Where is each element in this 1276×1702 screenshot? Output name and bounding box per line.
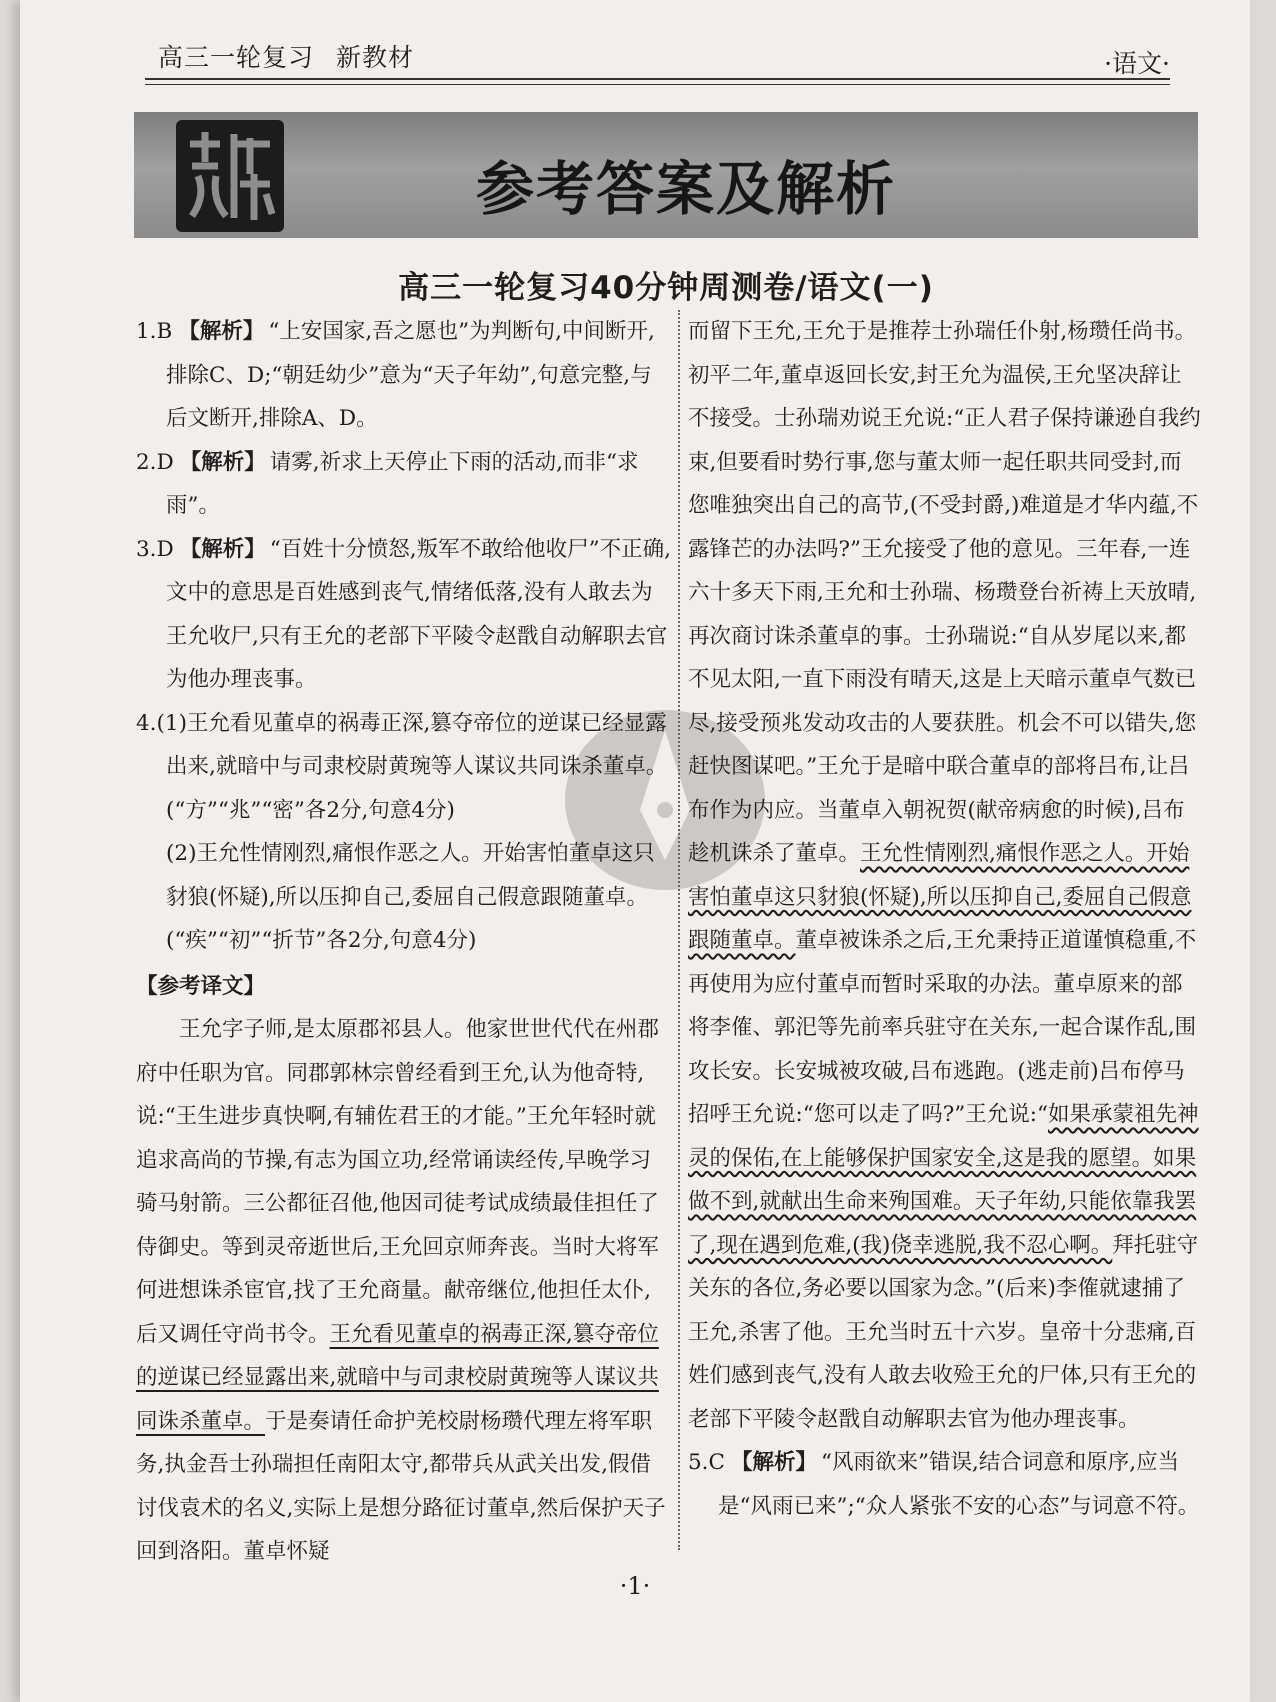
header-rule xyxy=(145,78,1170,80)
page-number: ·1· xyxy=(619,1572,651,1600)
left-column xyxy=(136,310,672,1574)
banner-title: 参考答案及解析 xyxy=(475,155,896,223)
header-rule-thin xyxy=(145,84,1170,85)
answer-3: 3.D 【解析】 “百姓十分愤怒,叛军不敢给他收尸”不正确,文中的意思是百姓感到丧气,情绪低落,没有人敢去为王允收尸,只有王允的老部下平陵令赵戬自动解职去官为他办理丧事。 xyxy=(136,536,671,692)
answer-4-part-2: (2)王允性情刚烈,痛恨作恶之人。开始害怕董卓这只豺狼(怀疑),所以压抑自己,委屈自己假意跟随董卓。(“疾”“初”“折节”各2分,句意4分) xyxy=(166,841,655,953)
title-banner xyxy=(134,112,1198,238)
answer-2: 2.D 【解析】 请雾,祈求上天停止下雨的活动,而非“求雨”。 xyxy=(136,449,639,518)
running-header xyxy=(140,30,1190,78)
answer-4-part-1: 4.(1)王允看见董卓的祸毒正深,篡夺帝位的逆谋已经显露出来,就暗中与司隶校尉黄琬等人谋议共同诛杀董卓。(“方”“兆”“密”各2分,句意4分) xyxy=(136,710,668,823)
translation-heading: 【参考译文】 xyxy=(136,973,266,999)
answer-1: 1.B 【解析】 “上安国家,吾之愿也”为判断句,中间断开,排除C、D;“朝廷幼少”意为“天子年幼”,句意完整,与后文断开,排除A、D。 xyxy=(136,319,655,431)
header-series: 高三一轮复习 新教材 xyxy=(158,43,415,72)
translation-paragraph: 王允字子师,是太原郡祁县人。他家世世代代在州郡府中任职为官。同郡郭林宗曾经看到王允,认为他奇特,说:“王生进步真快啊,有辅佐君王的才能。”王允年轻时就追求高尚的节操,有志为国立功,经常诵读经传,早晚学习骑马射箭。三公都征召他,他因司徒考试成绩最佳担任了侍御史。等到灵帝逝世后,王允回京师奔丧。当时大将军何进想诛杀宦官,找了王允商量。献帝继位,他担任太仆,后又调任守尚书令。王允看见董卓的祸毒正深,篡夺帝位的逆谋已经显露出来,就暗中与司隶校尉黄琬等人谋议共同诛杀董卓。于是奏请任命护羌校尉杨瓒代理左将军职务,执金吾士孙瑞担任南阳太守,都带兵从武关出发,假借讨伐袁术的名义,实际上是想分路征讨董卓,然后保护天子回到洛阳。董卓怀疑 xyxy=(136,1017,666,1564)
underlined-sentence-3: 如果承蒙祖先神灵的保佑,在上能够保护国家安全,这是我的愿望。如果做不到,就献出生命来殉国难。天子年幼,只能依靠我罢了,现在遇到危难,(我)侥幸逃脱,我不忍心啊。 xyxy=(688,1102,1199,1258)
translation-continued: 而留下王允,王允于是推荐士孙瑞任仆射,杨瓒任尚书。初平二年,董卓返回长安,封王允为温侯,王允坚决辞让不接受。士孙瑞劝说王允说:“正人君子保持谦逊自我约束,但要看时势行事,您与董太师一起任职共同受封,而您唯独突出自己的高节,(不受封爵,)难道是才华内蕴,不露锋芒的办法吗?”王允接受了他的意见。三年春,一连六十多天下雨,王允和士孙瑞、杨瓒登台祈祷上天放晴,再次商讨诛杀董卓的事。士孙瑞说:“自从岁尾以来,都不见太阳,一直下雨没有晴天,这是上天暗示董卓气数已尽,接受预兆发动攻击的人要获胜。机会不可以错失,您赶快图谋吧。”王允于是暗中联合董卓的部将吕布,让吕布作为内应。当董卓入朝祝贺(献帝病愈的时候),吕布趁机诛杀了董卓。王允性情刚烈,痛恨作恶之人。开始害怕董卓这只豺狼(怀疑),所以压抑自己,委屈自己假意跟随董卓。董卓被诛杀之后,王允秉持正道谨慎稳重,不再使用为应付董卓而暂时采取的办法。董卓原来的部将李傕、郭汜等先前率兵驻守在关东,一起合谋作乱,围攻长安。长安城被攻破,吕布逃跑。(逃走前)吕布停马招呼王允说:“您可以走了吗?”王允说:“如果承蒙祖先神灵的保佑,在上能够保护国家安全,这是我的愿望。如果做不到,就献出生命来殉国难。天子年幼,只能依靠我罢了,现在遇到危难,(我)侥幸逃脱,我不忍心啊。拜托驻守关东的各位,务必要以国家为念。”(后来)李傕就逮捕了王允,杀害了他。王允当时五十六岁。皇帝十分悲痛,百姓们感到丧气,没有人敢去收殓王允的尸体,只有王允的老部下平陵令赵戬自动解职去官为他办理丧事。 xyxy=(688,319,1201,1432)
header-subject: ·语文· xyxy=(1104,49,1170,78)
answer-5: 5.C 【解析】 “风雨欲来”错误,结合词意和原序,应当是“风雨已来”;“众人紧张不安的心态”与词意不符。 xyxy=(688,1450,1200,1519)
right-column xyxy=(688,310,1202,1528)
svg-text:衡水: 衡水 xyxy=(230,186,232,187)
test-subtitle: 高三一轮复习40分钟周测卷/语文(一) xyxy=(398,270,934,306)
underlined-sentence-2: 王允性情刚烈,痛恨作恶之人。开始害怕董卓这只豺狼(怀疑),所以压抑自己,委屈自己假意跟随董卓。 xyxy=(688,841,1192,953)
document-page xyxy=(20,0,1250,1702)
column-divider xyxy=(678,310,680,1550)
underlined-sentence-1: 王允看见董卓的祸毒正深,篡夺帝位的逆谋已经显露出来,就暗中与司隶校尉黄琬等人谋议共同诛杀董卓。 xyxy=(136,1321,659,1434)
